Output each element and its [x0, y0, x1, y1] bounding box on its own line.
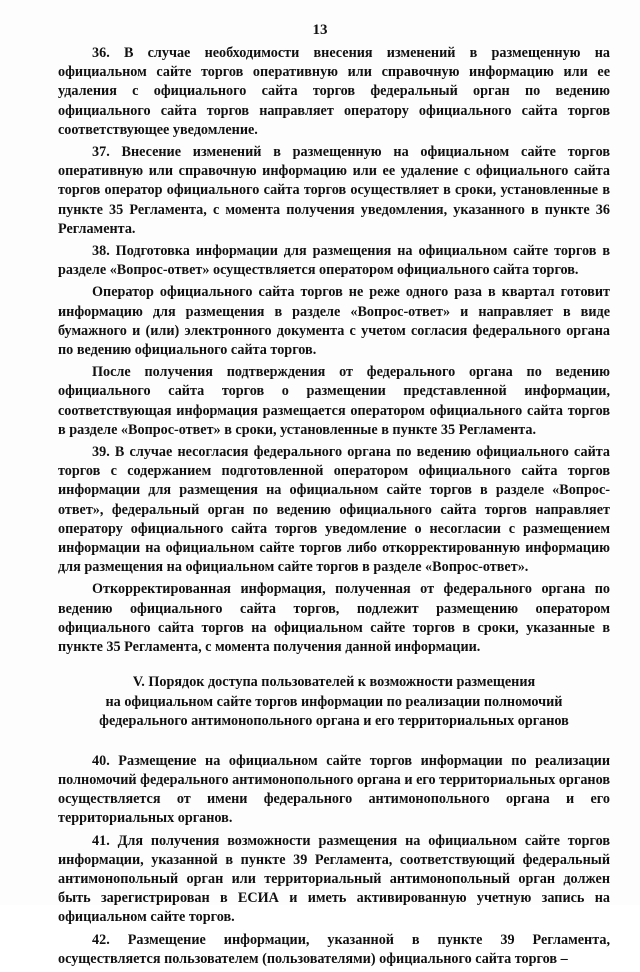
section-heading-line-1: V. Порядок доступа пользователей к возможности размещения [132, 674, 536, 691]
paragraph-39-corrected: Откорректированная информация, полученная от федерального органа по ведению официального сайта торгов, подлежит размещению оператором официального сайта торгов на официальном сайте торгов в сроки, указанные в пункте 35 Регламента, с момента получения данной информации. [58, 581, 610, 656]
paragraph-42: 42. Размещение информации, указанной в пункте 39 Регламента, осуществляется пользователем (пользователями) официального сайта торгов – [58, 931, 610, 967]
paragraph-38: 38. Подготовка информации для размещения на официальном сайте торгов в разделе «Вопрос-ответ» осуществляется оператором официального сайта торгов. [58, 243, 610, 279]
section-heading-line-3: федерального антимонопольного органа и его территориальных органов [99, 713, 569, 730]
paragraph-40: 40. Размещение на официальном сайте торгов информации по реализации полномочий федерального антимонопольного органа и его территориальных органов осуществляется от имени федерального антимонопольного органа и его территориальных органов. [58, 752, 610, 827]
section-heading-line-2: на официальном сайте торгов информации по реализации полномочий [105, 693, 563, 710]
paragraph-37: 37. Внесение изменений в размещенную на официальном сайте торгов оперативную или справочную информацию или ее удаление с официального сайта торгов оператор официального сайта торгов осуществляет в сроки, установленные в пункте 35 Регламента, с момента получения уведомления, указанного в пункте 36 Регламента. [58, 144, 610, 237]
paragraph-38-confirmation: После получения подтверждения от федерального органа по ведению официального сайта торгов о размещении представленной информации, соответствующая информация размещается оператором официального сайта торгов в разделе «Вопрос-ответ» в сроки, установленные в пункте 35 Регламента. [58, 364, 610, 438]
paragraph-38-operator: Оператор официального сайта торгов не реже одного раза в квартал готовит информацию для размещения в разделе «Вопрос-ответ» и направляет в виде бумажного и (или) электронного документа с учетом согласия федерального органа по ведению официального сайта торгов. [58, 284, 610, 359]
paragraph-39: 39. В случае несогласия федерального органа по ведению официального сайта торгов с содержанием подготовленной оператором официального сайта торгов информации для размещения на официальном сайте торгов в разделе «Вопрос-ответ», федеральный орган по ведению официального сайта торгов направляет оператору официального сайта торгов уведомление о несогласии с размещением информации на официальном сайте торгов либо откорректированную информацию для размещения на официальном сайте торгов в разделе «Вопрос-ответ». [58, 444, 610, 576]
paragraph-36: 36. В случае необходимости внесения изменений в размещенную на официальном сайте торгов оперативную или справочную информацию или ее удаления с официального сайта торгов федеральный орган по ведению официального сайта торгов направляет оператору официального сайта торгов соответствующее уведомление. [58, 45, 610, 138]
section-heading [58, 673, 610, 732]
paragraph-41: 41. Для получения возможности размещения на официальном сайте торгов информации, указанной в пункте 39 Регламента, соответствующий федеральный антимонопольный орган или территориальный антимонопольный орган должен быть зарегистрирован в ЕСИА и иметь активированную учетную запись на официальном сайте торгов. [58, 832, 610, 926]
page-number: 13 [312, 22, 328, 38]
document-body [58, 44, 610, 972]
